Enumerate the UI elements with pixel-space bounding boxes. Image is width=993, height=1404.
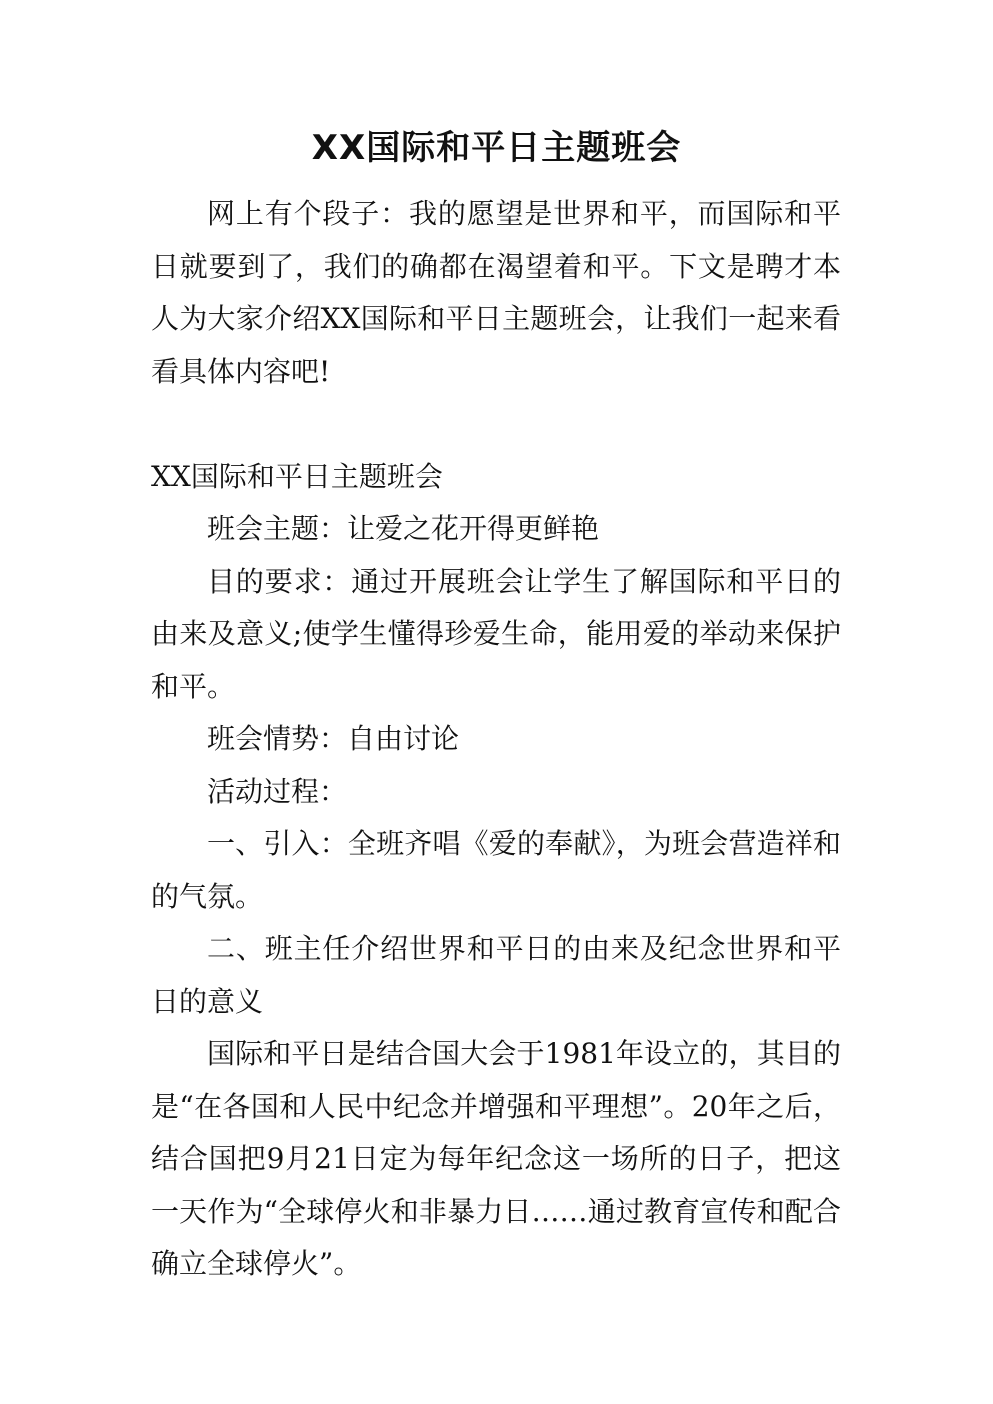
section-heading: XX国际和平日主题班会 bbox=[151, 459, 443, 493]
document-body bbox=[151, 188, 841, 1291]
document-title: XX国际和平日主题班会 bbox=[311, 128, 682, 168]
step-two-paragraph: 二、班主任介绍世界和平日的由来及纪念世界和平日的意义 bbox=[151, 932, 841, 1018]
activity-process-label: 活动过程： bbox=[207, 774, 348, 808]
meeting-format: 班会情势：自由讨论 bbox=[207, 722, 460, 755]
peace-day-history-paragraph: 国际和平日是结合国大会于1981年设立的，其目的是“在各国和人民中纪念并增强和平理想”。20年之后，结合国把9月21日定为每年纪念这一场所的日子，把这一天作为“全球停火和非暴力日……通过教育宣传和配合确立全球停火”。 bbox=[151, 1037, 841, 1280]
objectives-paragraph: 目的要求：通过开展班会让学生了解国际和平日的由来及意义;使学生懂得珍爱生命，能用爱的举动来保护和平。 bbox=[151, 564, 841, 703]
paragraph-spacer bbox=[151, 398, 841, 451]
step-one-paragraph: 一、引入：全班齐唱《爱的奉献》，为班会营造祥和的气氛。 bbox=[151, 827, 841, 913]
intro-paragraph: 网上有个段子：我的愿望是世界和平，而国际和平日就要到了，我们的确都在渴望着和平。下文是聘才本人为大家介绍XX国际和平日主题班会，让我们一起来看看具体内容吧! bbox=[151, 197, 841, 388]
meeting-theme: 班会主题：让爱之花开得更鲜艳 bbox=[207, 512, 600, 545]
